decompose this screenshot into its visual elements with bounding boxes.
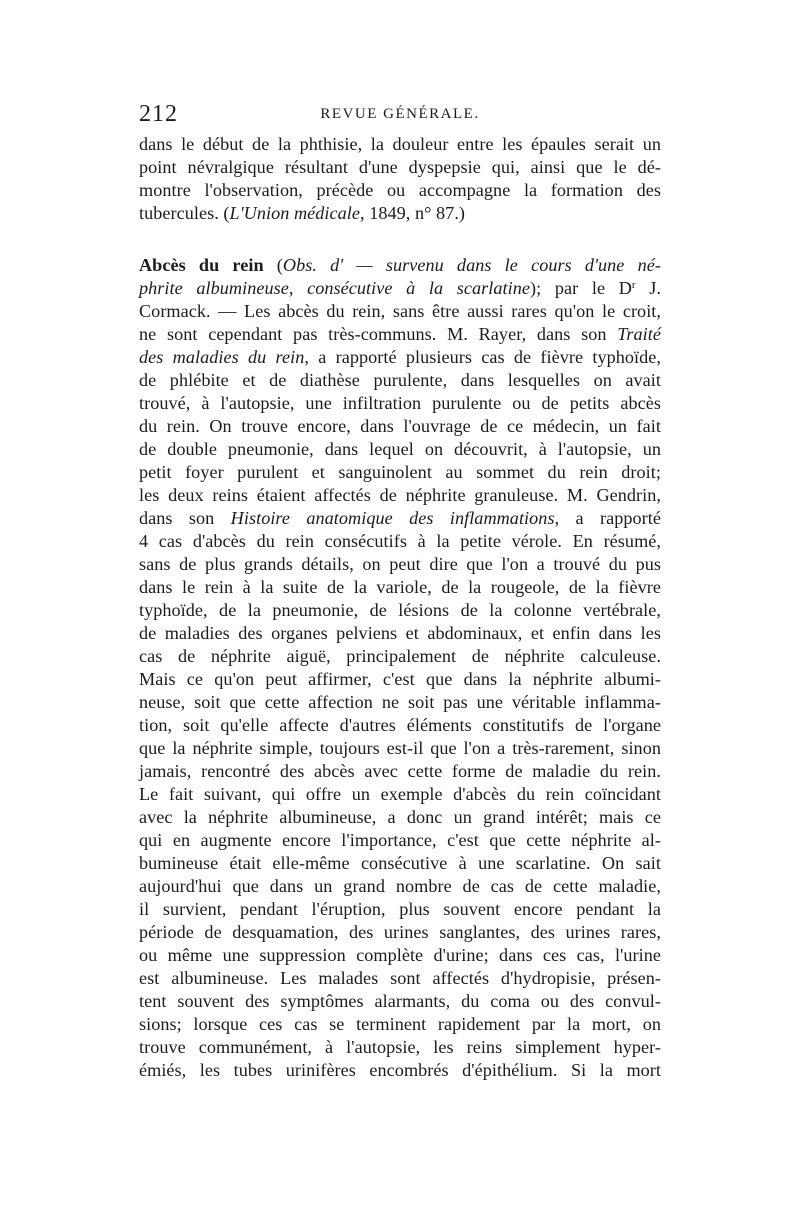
text-line: dans le début de la phthisie, la douleur entre les épaules serait un	[139, 134, 661, 154]
text-line: tion, soit qu'elle affecte d'autres éléments constitutifs de l'organe	[139, 715, 661, 735]
text-line: sans de plus grands détails, on peut dire que l'on a trouvé du pus	[139, 554, 661, 574]
text-line	[139, 202, 661, 225]
text-line: bumineuse était elle-même consécutive à une scarlatine. On sait	[139, 853, 661, 873]
text-run: Obs. d' — survenu dans le cours d'une né-	[282, 255, 661, 275]
text-line: de double pneumonie, dans lequel on découvrit, à l'autopsie, un	[139, 439, 661, 459]
text-run: ne sont cependant pas très-communs. M. Rayer, dans son	[139, 324, 618, 344]
running-title: REVUE GÉNÉRALE.	[320, 106, 480, 122]
text-line	[139, 323, 661, 346]
text-line: tent souvent des symptômes alarmants, du coma ou des convul-	[139, 991, 661, 1011]
text-line	[139, 277, 661, 300]
text-line: montre l'observation, précède ou accompagne la formation des	[139, 180, 661, 200]
text-run: J.	[635, 278, 661, 298]
text-line: trouve communément, à l'autopsie, les reins simplement hyper-	[139, 1037, 661, 1057]
text-run: (	[263, 255, 283, 275]
text-line: de maladies des organes pelviens et abdominaux, et enfin dans les	[139, 623, 661, 643]
text-line: ou même une suppression complète d'urine; dans ces cas, l'urine	[139, 945, 661, 965]
text-line: du rein. On trouve encore, dans l'ouvrage de ce médecin, un fait	[139, 416, 661, 436]
text-run: phrite albumineuse, consécutive à la scarlatine	[139, 278, 530, 298]
book-title: des maladies du rein	[139, 347, 305, 367]
text-line: neuse, soit que cette affection ne soit pas une véritable inflamma-	[139, 692, 661, 712]
text-line: jamais, rencontré des abcès avec cette forme de maladie du rein.	[139, 761, 661, 781]
journal-title: L'Union médicale	[229, 203, 361, 223]
text-line: aujourd'hui que dans un grand nombre de cas de cette maladie,	[139, 876, 661, 896]
text-line: les deux reins étaient affectés de néphrite granuleuse. M. Gendrin,	[139, 485, 661, 505]
text-line: sions; lorsque ces cas se terminent rapidement par la mort, on	[139, 1014, 661, 1034]
superscript: r	[631, 279, 636, 291]
text-line: période de desquamation, des urines sanglantes, des urines rares,	[139, 922, 661, 942]
text-line	[139, 507, 661, 530]
text-line: qui en augmente encore l'importance, c'est que cette néphrite al-	[139, 830, 661, 850]
text-line: Cormack. — Les abcès du rein, sans être aussi rares qu'on le croit,	[139, 301, 661, 321]
text-line: il survient, pendant l'éruption, plus souvent encore pendant la	[139, 899, 661, 919]
text-run: dans son	[139, 508, 231, 528]
text-line: que la néphrite simple, toujours est-il que l'on a très-rarement, sinon	[139, 738, 661, 758]
text-run: , a rapporté	[554, 508, 661, 528]
text-line: trouvé, à l'autopsie, une infiltration purulente ou de petits abcès	[139, 393, 661, 413]
section-heading: Abcès du rein	[139, 255, 264, 275]
text-line: de phlébite et de diathèse purulente, dans lesquelles on avait	[139, 370, 661, 390]
text-run: tubercules. (	[139, 203, 230, 223]
text-line: petit foyer purulent et sanguinolent au sommet du rein droit;	[139, 462, 661, 482]
page-number: 212	[139, 101, 178, 127]
text-line: Le fait suivant, qui offre un exemple d'abcès du rein coïncidant	[139, 784, 661, 804]
text-line	[139, 346, 661, 369]
text-line: cas de néphrite aiguë, principalement de néphrite calculeuse.	[139, 646, 661, 666]
text-run: ); par le D	[530, 278, 632, 298]
book-title: Histoire anatomique des inflammations	[230, 508, 555, 528]
paragraph-gap	[139, 225, 661, 254]
text-line: émiés, les tubes urinifères encombrés d'épithélium. Si la mort	[139, 1060, 661, 1080]
text-line: typhoïde, de la pneumonie, de lésions de la colonne vertébrale,	[139, 600, 661, 620]
text-line: est albumineuse. Les malades sont affectés d'hydropisie, présen-	[139, 968, 661, 988]
body-text	[139, 133, 661, 1082]
text-line	[139, 254, 661, 277]
running-head	[139, 98, 661, 130]
text-line: dans le rein à la suite de la variole, de la rougeole, de la fièvre	[139, 577, 661, 597]
text-run: , 1849, n° 87.)	[360, 203, 466, 223]
text-line: avec la néphrite albumineuse, a donc un grand intérêt; mais ce	[139, 807, 661, 827]
book-title: Traité	[617, 324, 661, 344]
text-line: point névralgique résultant d'une dyspepsie qui, ainsi que le dé-	[139, 157, 661, 177]
text-line: 4 cas d'abcès du rein consécutifs à la petite vérole. En résumé,	[139, 531, 661, 551]
text-line: Mais ce qu'on peut affirmer, c'est que dans la néphrite albumi-	[139, 669, 661, 689]
text-run: , a rapporté plusieurs cas de fièvre typhoïde,	[304, 347, 661, 367]
